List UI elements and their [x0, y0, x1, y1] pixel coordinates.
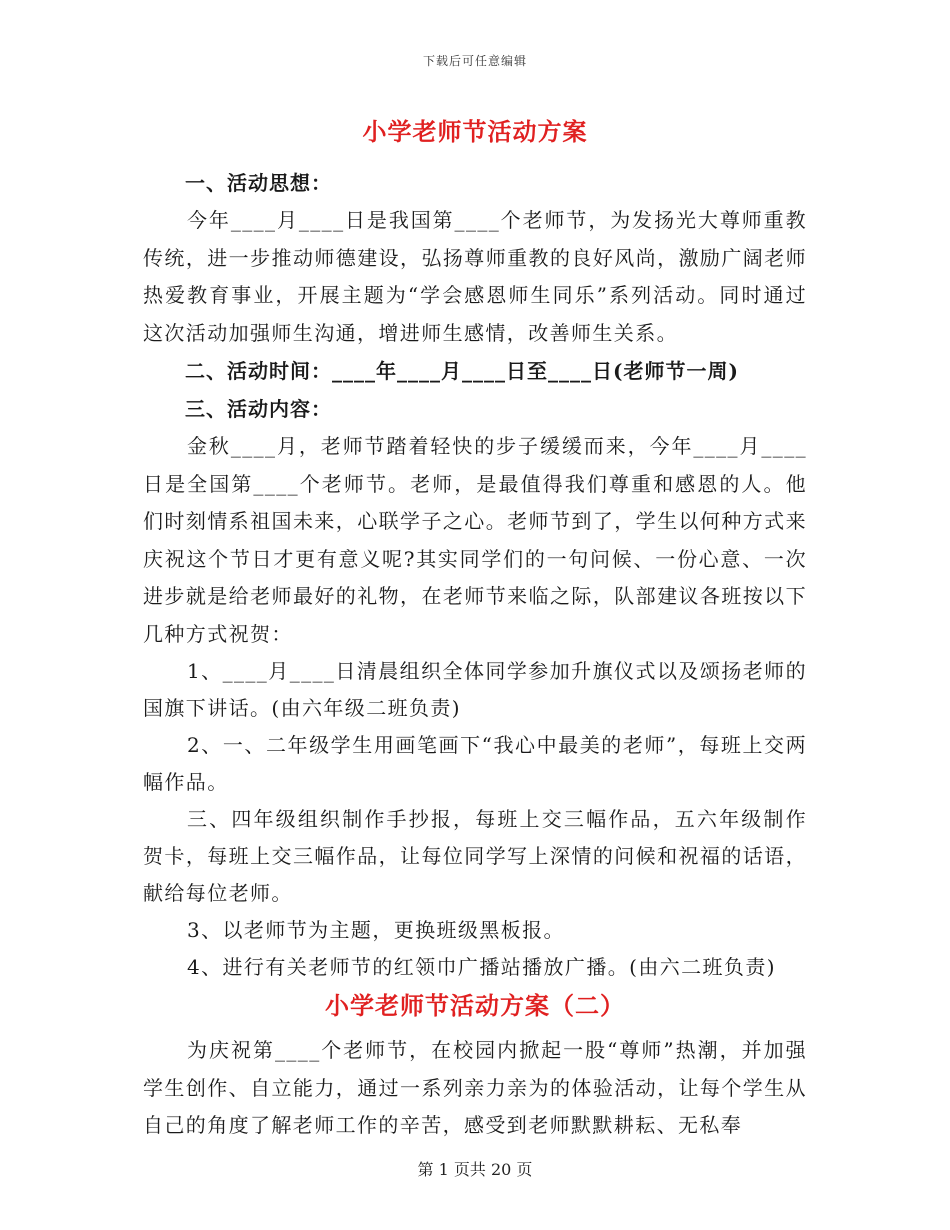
part-2-paragraph: 为庆祝第____个老师节，在校园内掀起一股“尊师”热潮，并加强学生创作、自立能力，通过一系列亲力亲为的体验活动，让每个学生从自己的角度了解老师工作的辛苦，感受到老师默默耕耘、无私奉: [143, 1038, 807, 1137]
document-title: 小学老师节活动方案: [362, 117, 588, 146]
list-item-2: 2、一、二年级学生用画笔画下“我心中最美的老师”，每班上交两幅作品。: [143, 733, 807, 794]
list-item-4: 3、以老师节为主题，更换班级黑板报。: [187, 918, 565, 942]
section-1-heading: 一、活动思想：: [185, 171, 332, 195]
page-header: 下载后可任意编辑: [422, 54, 527, 68]
list-item-5: 4、进行有关老师节的红领巾广播站播放广播。(由六二班负责): [187, 955, 776, 979]
document-body: [143, 112, 807, 1145]
page-footer: 第 1 页共 20 页: [417, 1160, 533, 1179]
section-1-paragraph: 今年____月____日是我国第____个老师节，为发扬光大尊师重教传统，进一步推动师德建设，弘扬尊师重教的良好风尚，激励广阔老师热爱教育事业，开展主题为“学会感恩师生同乐”系列活动。同时通过这次活动加强师生沟通，增进师生感情，改善师生关系。: [143, 208, 807, 345]
document-title-2: 小学老师节活动方案（二）: [325, 991, 625, 1020]
section-3-paragraph: 金秋____月，老师节踏着轻快的步子缓缓而来，今年____月____日是全国第____个老师节。老师，是最值得我们尊重和感恩的人。他们时刻情系祖国未来，心联学子之心。老师节到了，学生以何种方式来庆祝这个节日才更有意义呢?其实同学们的一句问候、一份心意、一次进步就是给老师最好的礼物，在老师节来临之际，队部建议各班按以下几种方式祝贺：: [143, 434, 807, 646]
list-item-3: 三、四年级组织制作手抄报，每班上交三幅作品，五六年级制作贺卡，每班上交三幅作品，让每位同学写上深情的问候和祝福的话语，献给每位老师。: [143, 807, 807, 905]
section-2-heading: 二、活动时间：____年____月____日至____日(老师节一周): [185, 359, 739, 383]
list-item-1: 1、____月____日清晨组织全体同学参加升旗仪式以及颂扬老师的国旗下讲话。(由六年级二班负责): [143, 659, 807, 720]
section-3-heading: 三、活动内容：: [185, 397, 332, 421]
